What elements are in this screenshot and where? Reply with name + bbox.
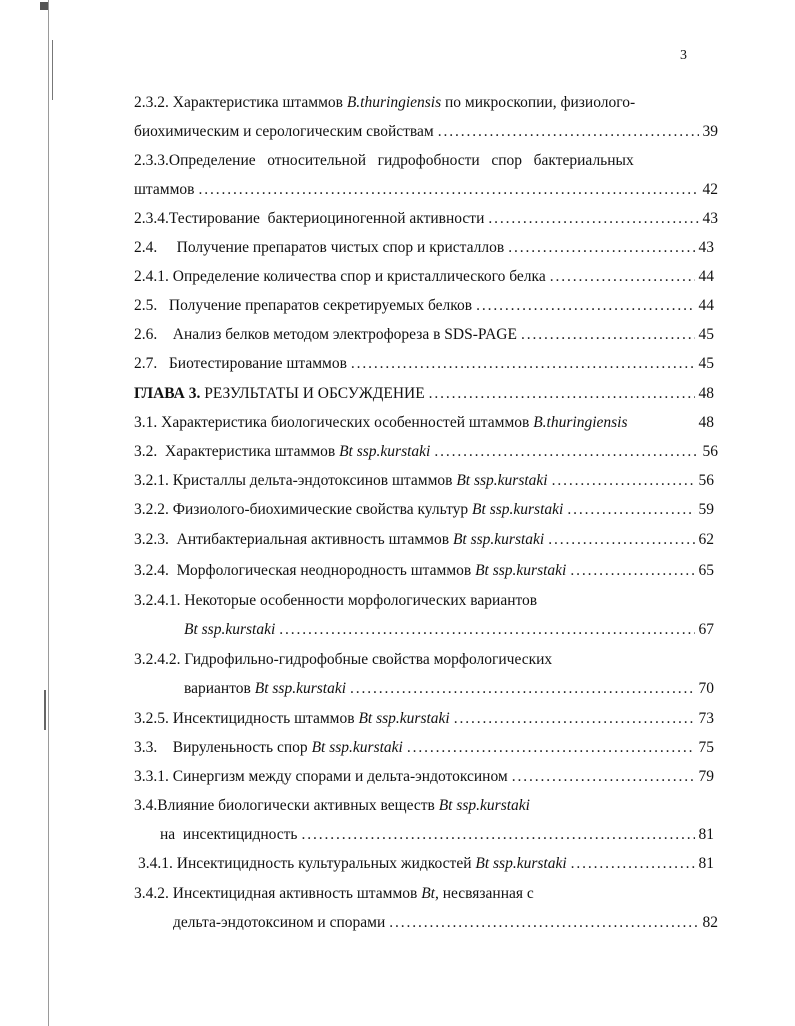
toc-page-number: 59 [698, 501, 714, 518]
leader-dots [476, 296, 694, 316]
leader-dots [350, 679, 694, 699]
toc-entry-3-2-4-2-line2 [184, 679, 714, 699]
toc-entry-label: 2.7. Биотестирование штаммов [134, 355, 347, 372]
leader-dots [407, 738, 695, 758]
toc-entry-label: 2.3.3.Определение относительной гидрофобности спор бактериальных [134, 152, 634, 169]
toc-page-number: 45 [698, 326, 714, 343]
toc-page-number: 81 [698, 855, 714, 872]
toc-page-number: 79 [698, 768, 714, 785]
toc-entry-label: 3.2.2. Физиолого-биохимические свойства культур Bt ssp.kurstaki [134, 501, 564, 518]
leader-dots [438, 122, 699, 142]
toc-entry-label: штаммов [134, 181, 195, 198]
toc-page-number: 43 [698, 239, 714, 256]
toc-entry-label: 2.6. Анализ белков методом электрофореза в SDS-PAGE [134, 326, 517, 343]
toc-entry-label: 2.4.1. Определение количества спор и кристаллического белка [134, 268, 546, 285]
toc-page-number: 67 [698, 621, 714, 638]
toc-entry-label: 3.4.1. Инсектицидность культуральных жидкостей Bt ssp.kurstaki [138, 855, 567, 872]
toc-page-number: 43 [702, 210, 718, 227]
toc-page-number: 56 [698, 472, 714, 489]
toc-entry-3-3 [134, 738, 714, 758]
toc-entry-2-3-2-line1 [134, 93, 718, 113]
toc-entry-3-2-4-2-line1 [134, 650, 714, 670]
leader-dots [488, 209, 698, 229]
toc-entry-3-4-2-line1 [134, 884, 714, 904]
toc-page-number: 48 [698, 385, 714, 402]
leader-dots [351, 354, 695, 374]
toc-entry-label: 3.2.4. Морфологическая неоднородность штаммов Bt ssp.kurstaki [134, 562, 567, 579]
toc-entry-3-4-2-line2 [173, 913, 718, 933]
toc-entry-3-2-3 [134, 530, 714, 550]
leader-dots [512, 767, 695, 787]
toc-page-number: 70 [698, 680, 714, 697]
leader-dots [279, 620, 694, 640]
toc-page-number: 75 [698, 739, 714, 756]
toc-entry-2-3-3-line2 [134, 180, 718, 200]
toc-entry-label: дельта-эндотоксином и спорами [173, 914, 386, 931]
leader-dots [548, 530, 694, 550]
toc-page-number: 56 [702, 443, 718, 460]
toc-page-number: 82 [702, 914, 718, 931]
toc-entry-label: 3.4.2. Инсектицидная активность штаммов Bt, несвязанная с [134, 885, 534, 902]
leader-dots [567, 500, 694, 520]
leader-dots [198, 180, 698, 200]
toc-page-number: 62 [698, 531, 714, 548]
toc-entry-2-3-2-line2 [134, 122, 718, 142]
toc-entry-label: 2.3.2. Характеристика штаммов B.thuringiensis по микроскопии, физиолого- [134, 94, 636, 111]
toc-entry-3-4-line1 [134, 796, 714, 816]
toc-entry-label: вариантов Bt ssp.kurstaki [184, 680, 347, 697]
toc-entry-3-4-line2 [160, 825, 714, 845]
leader-dots [389, 913, 698, 933]
leader-dots [508, 238, 694, 258]
toc-entry-3-2-2 [134, 500, 714, 520]
toc-entry-3-2-1 [134, 471, 714, 491]
toc-entry-label: 3.2.4.1. Некоторые особенности морфологических вариантов [134, 592, 538, 609]
toc-entry-2-5 [134, 296, 714, 316]
leader-dots [434, 442, 698, 462]
toc-entry-label: Bt ssp.kurstaki [184, 621, 276, 638]
toc-entry-2-3-4 [134, 209, 718, 229]
toc-entry-2-4 [134, 238, 714, 258]
toc-page-number: 42 [702, 181, 718, 198]
leader-dots [571, 854, 695, 874]
toc-entry-3-2-4-1-line1 [134, 591, 714, 611]
toc-page-number: 48 [698, 414, 714, 431]
toc-entry-3-4-1 [138, 854, 714, 874]
leader-dots [552, 471, 695, 491]
toc-entry-3-2-5 [134, 709, 714, 729]
toc-page-number: 65 [698, 562, 714, 579]
toc-entry-3-3-1 [134, 767, 714, 787]
toc-entry-label: 2.5. Получение препаратов секретируемых белков [134, 297, 473, 314]
toc-entry-label: 3.2.4.2. Гидрофильно-гидрофобные свойства морфологических [134, 651, 553, 668]
toc-page-number: 44 [698, 268, 714, 285]
toc-entry-2-7 [134, 354, 714, 374]
toc-page-number: 39 [702, 123, 718, 140]
toc-entry-3-2 [134, 442, 718, 462]
toc-entry-label: 3.1. Характеристика биологических особенностей штаммов B.thuringiensis [134, 414, 628, 431]
toc-entry-2-4-1 [134, 267, 714, 287]
toc-entry-label: 3.2.1. Кристаллы дельта-эндотоксинов штаммов Bt ssp.kurstaki [134, 472, 548, 489]
toc-entry-label: 3.3.1. Синергизм между спорами и дельта-эндотоксином [134, 768, 508, 785]
leader-dots [429, 384, 695, 404]
toc-entry-label: 3.2.3. Антибактериальная активность штаммов Bt ssp.kurstaki [134, 531, 545, 548]
toc-entry-label: 3.2. Характеристика штаммов Bt ssp.kurstaki [134, 443, 431, 460]
toc-entry-label: биохимическим и серологическим свойствам [134, 123, 434, 140]
leader-dots [454, 709, 695, 729]
toc-entry-3-2-4-1-line2 [184, 620, 714, 640]
toc-entry-3-1 [134, 413, 714, 433]
toc-page-number: 81 [698, 826, 714, 843]
toc-entry-label: 3.3. Вируленьность спор Bt ssp.kurstaki [134, 739, 403, 756]
page-number: 3 [680, 48, 687, 63]
leader-dots [302, 825, 695, 845]
toc-page-number: 44 [698, 297, 714, 314]
toc-entry-label: 2.4. Получение препаратов чистых спор и кристаллов [134, 239, 505, 256]
toc-entry-2-6 [134, 325, 714, 345]
toc-entry-label: 2.3.4.Тестирование бактериоциногенной активности [134, 210, 485, 227]
toc-entry-label: ГЛАВА 3. РЕЗУЛЬТАТЫ И ОБСУЖДЕНИЕ [134, 385, 425, 402]
toc-page-number: 45 [698, 355, 714, 372]
toc-entry-label: 3.2.5. Инсектицидность штаммов Bt ssp.kurstaki [134, 710, 450, 727]
toc-entry-3-2-4 [134, 561, 714, 581]
toc-entry-chapter-3 [134, 384, 714, 404]
toc-page-number: 73 [698, 710, 714, 727]
leader-dots [521, 325, 695, 345]
leader-dots [570, 561, 694, 581]
toc-entry-label: на инсектицидность [160, 826, 298, 843]
toc-entry-label: 3.4.Влияние биологически активных веществ Bt ssp.kurstaki [134, 797, 530, 814]
toc-entry-2-3-3-line1 [134, 151, 718, 171]
leader-dots [550, 267, 695, 287]
